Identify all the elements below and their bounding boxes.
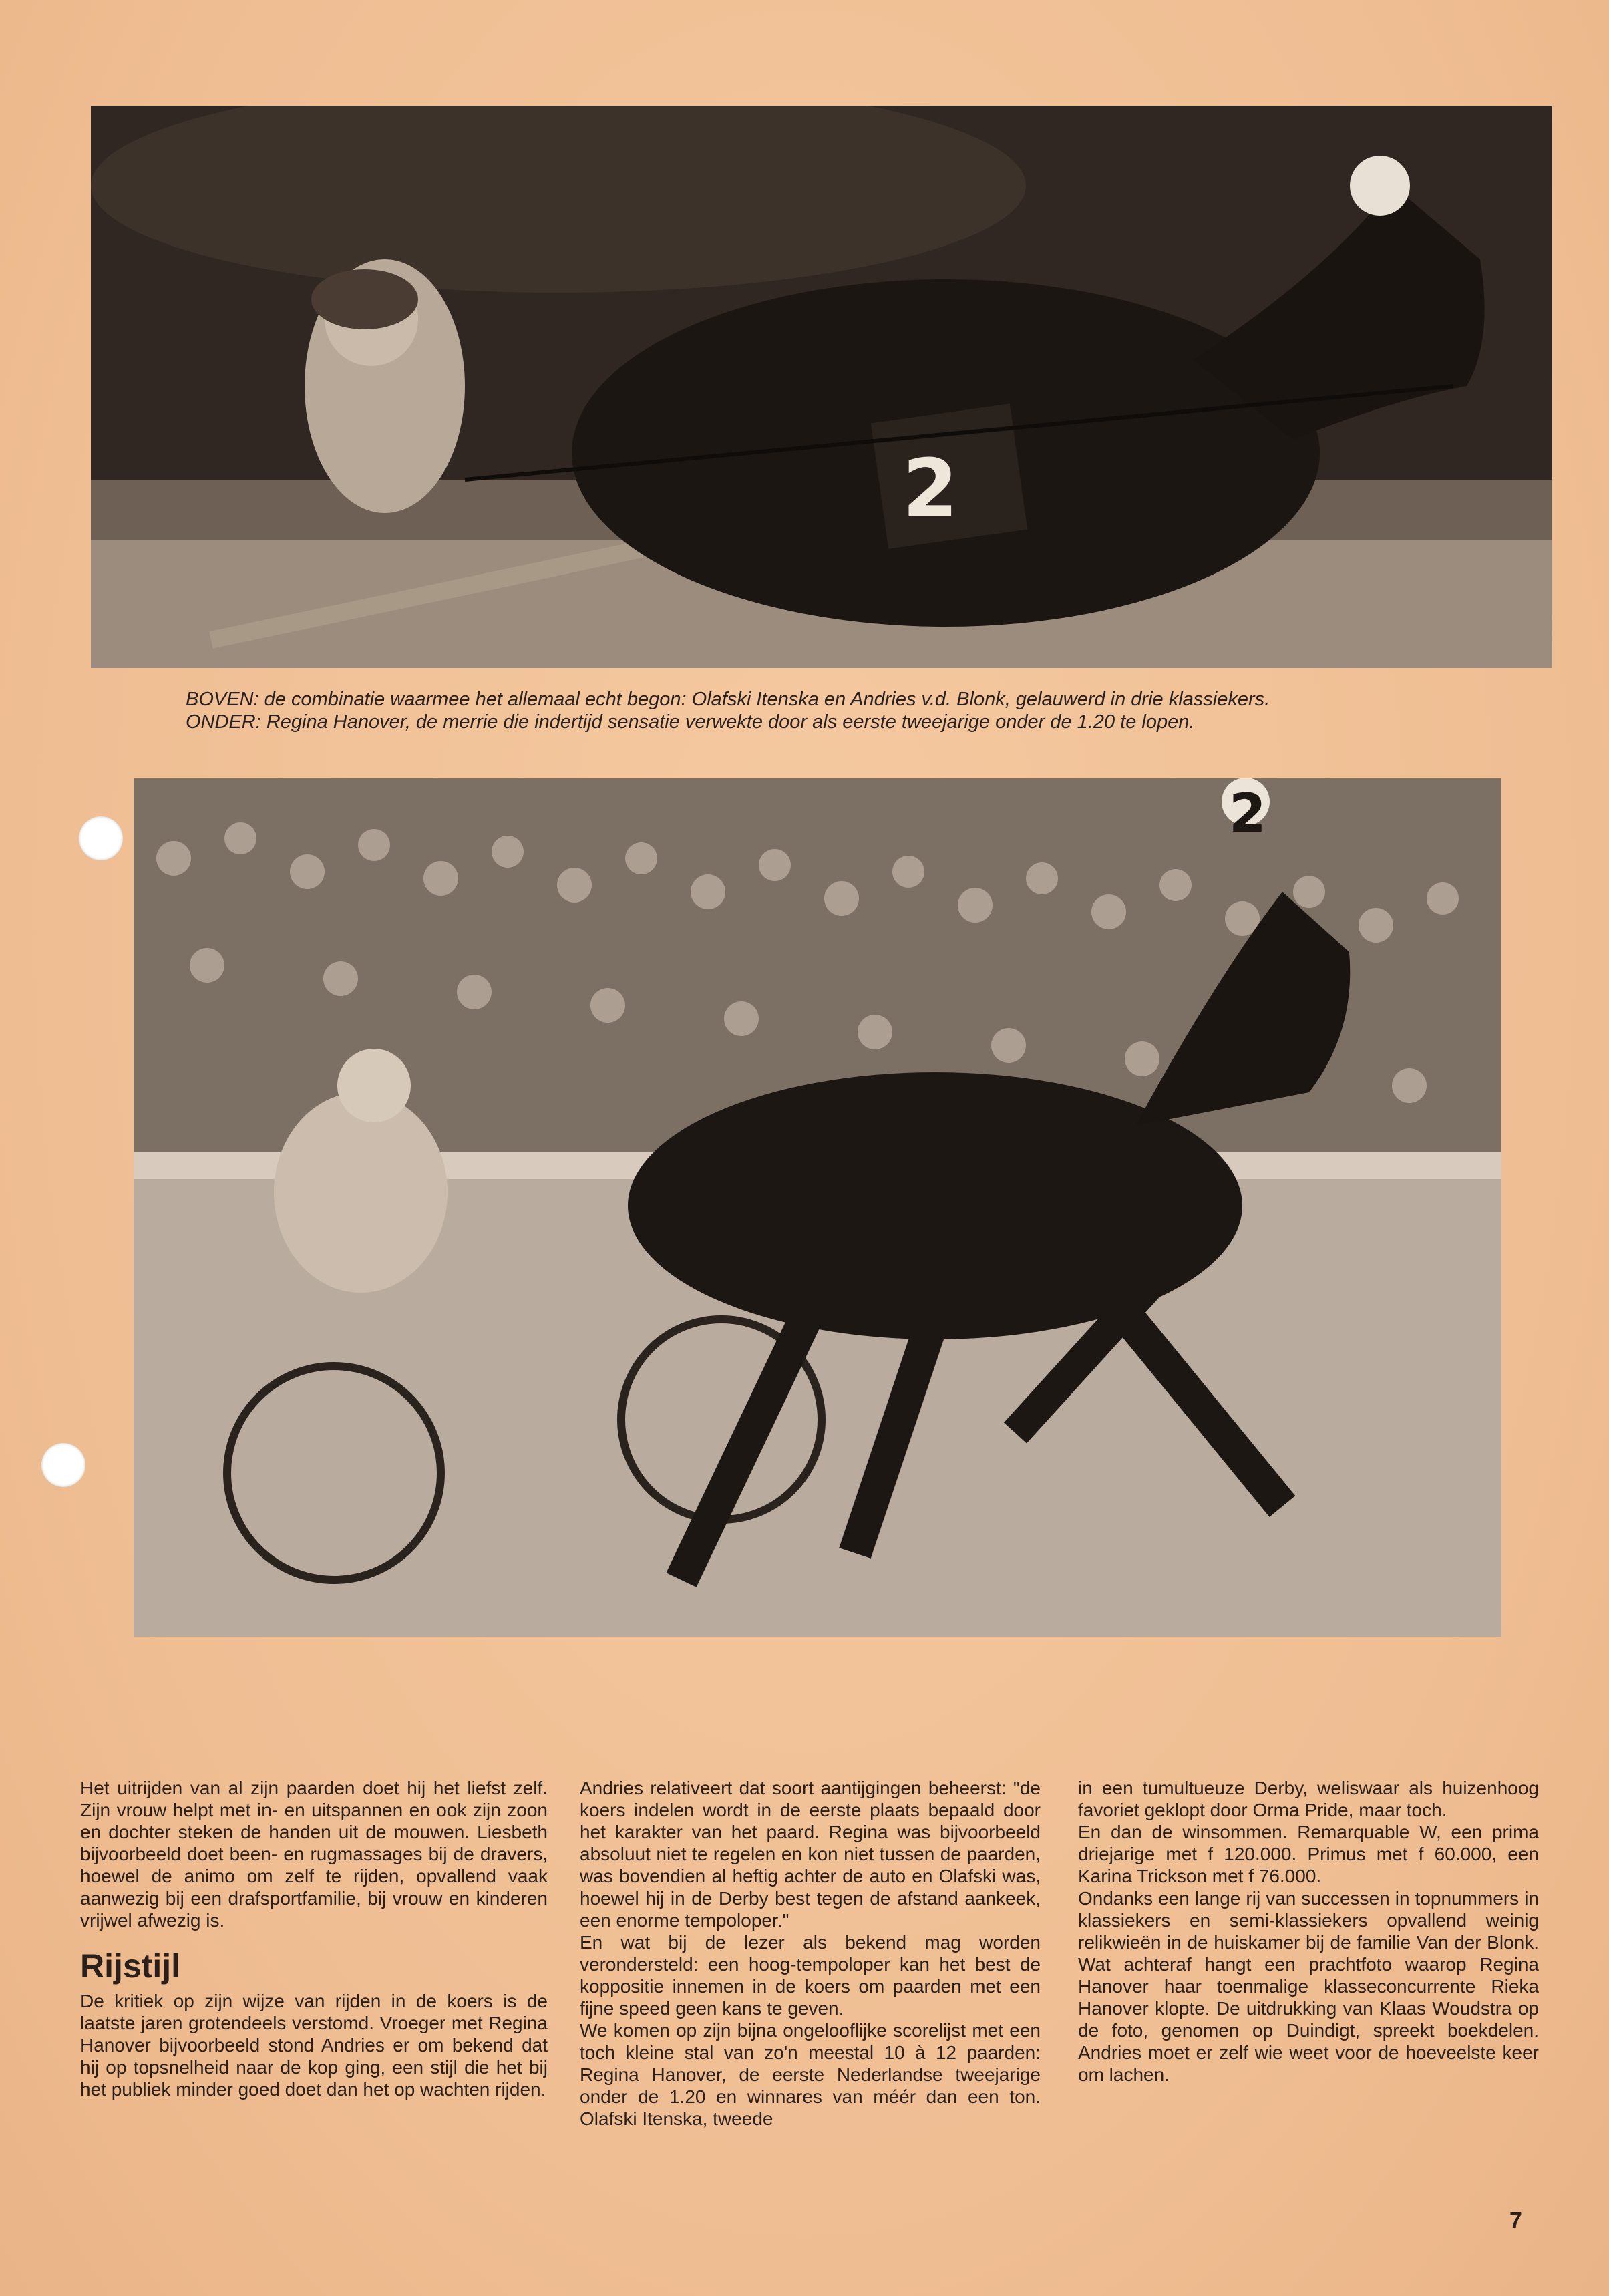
saddle-cloth-number: 2 xyxy=(902,443,958,536)
article-paragraph: De kritiek op zijn wijze van rijden in de koers is de laatste jaren grotendeels verstomd. Vroeger met Regina Hanover bijvoorbeeld stond Andries er om bekend dat hij op topsnelheid naar de kop ging, een stijl die het bij het publiek minder goed doet dan het op wachten rijden. xyxy=(80,1991,548,2100)
punch-hole-lower xyxy=(41,1443,85,1487)
section-heading-rijstijl: Rijstijl xyxy=(80,1947,181,1985)
photo-caption xyxy=(186,688,1522,733)
caption-onder: ONDER: Regina Hanover, de merrie die indertijd sensatie verwekte door als eerste tweejarige onder de 1.20 te lopen. xyxy=(186,711,1195,733)
article-column-3 xyxy=(1078,1777,1539,2086)
article-paragraph: in een tumultueuze Derby, weliswaar als huizenhoog favoriet geklopt door Orma Pride, maar toch. xyxy=(1078,1778,1539,1820)
article-paragraph: We komen op zijn bijna ongelooflijke scorelijst met een toch kleine stal van zo'n meestal 10 à 12 paarden: Regina Hanover, de eerste Nederlandse tweejarige onder de 1.20 en winnares van méér dan een ton. Olafski Itenska, tweede xyxy=(580,2020,1041,2129)
horse-number-plate: 2 xyxy=(1229,782,1266,844)
page-number: 7 xyxy=(1509,2208,1522,2233)
photo-top-number-overlay xyxy=(91,106,1552,668)
article-column-1 xyxy=(80,1777,548,2100)
article-column-2 xyxy=(580,1777,1041,2130)
article-paragraph: Andries relativeert dat soort aantijgingen beheerst: "de koers indelen wordt in de eerste plaats bepaald door het karakter van het paard. Regina was bijvoorbeeld absoluut niet te regelen en kon niet tussen de paarden, was bovendien al heftig achter de auto en Olafski was, hoewel hij in de Derby best tegen de afstand aankeek, een enorme tempoloper." xyxy=(580,1778,1041,1931)
photo-bottom-regina-hanover xyxy=(134,778,1501,1637)
article-paragraph: Ondanks een lange rij van successen in topnummers in klassiekers en semi-klassiekers opvallend weinig relikwieën in de huiskamer bij de familie Van der Blonk. Wat achteraf hangt een prachtfoto waarop Regina Hanover haar toenmalige klasseconcurrente Rieka Hanover klopte. De uitdrukking van Klaas Woudstra op de foto, genomen op Duindigt, spreekt boekdelen. Andries moet er zelf wie weet voor de hoeveelste keer om lachen. xyxy=(1078,1888,1539,2085)
photo-bottom-number-overlay xyxy=(134,778,1501,1637)
punch-hole-upper xyxy=(79,816,123,860)
photo-top-harness-racer xyxy=(91,106,1552,668)
article-paragraph: En dan de winsommen. Remarquable W, een prima driejarige met f 120.000. Primus met f 60.000, een Karina Trickson met f 76.000. xyxy=(1078,1822,1539,1887)
article-paragraph: En wat bij de lezer als bekend mag worden verondersteld: een hoog-tempoloper kan het best de koppositie innemen in de koers om paarden met een fijne speed geen kans te geven. xyxy=(580,1932,1041,2019)
article-paragraph: Het uitrijden van al zijn paarden doet hij het liefst zelf. Zijn vrouw helpt met in- en uitspannen en ook zijn zoon en dochter steken de handen uit de mouwen. Liesbeth bijvoorbeeld doet been- en rugmassages bij de dravers, hoewel de animo om zelf te rijden, opvallend vaak aanwezig bij een drafsportfamilie, bij vrouw en kinderen vrijwel afwezig is. xyxy=(80,1778,548,1931)
caption-boven: BOVEN: de combinatie waarmee het allemaal echt begon: Olafski Itenska en Andries v.d. Blonk, gelauwerd in drie klassiekers. xyxy=(186,689,1270,710)
